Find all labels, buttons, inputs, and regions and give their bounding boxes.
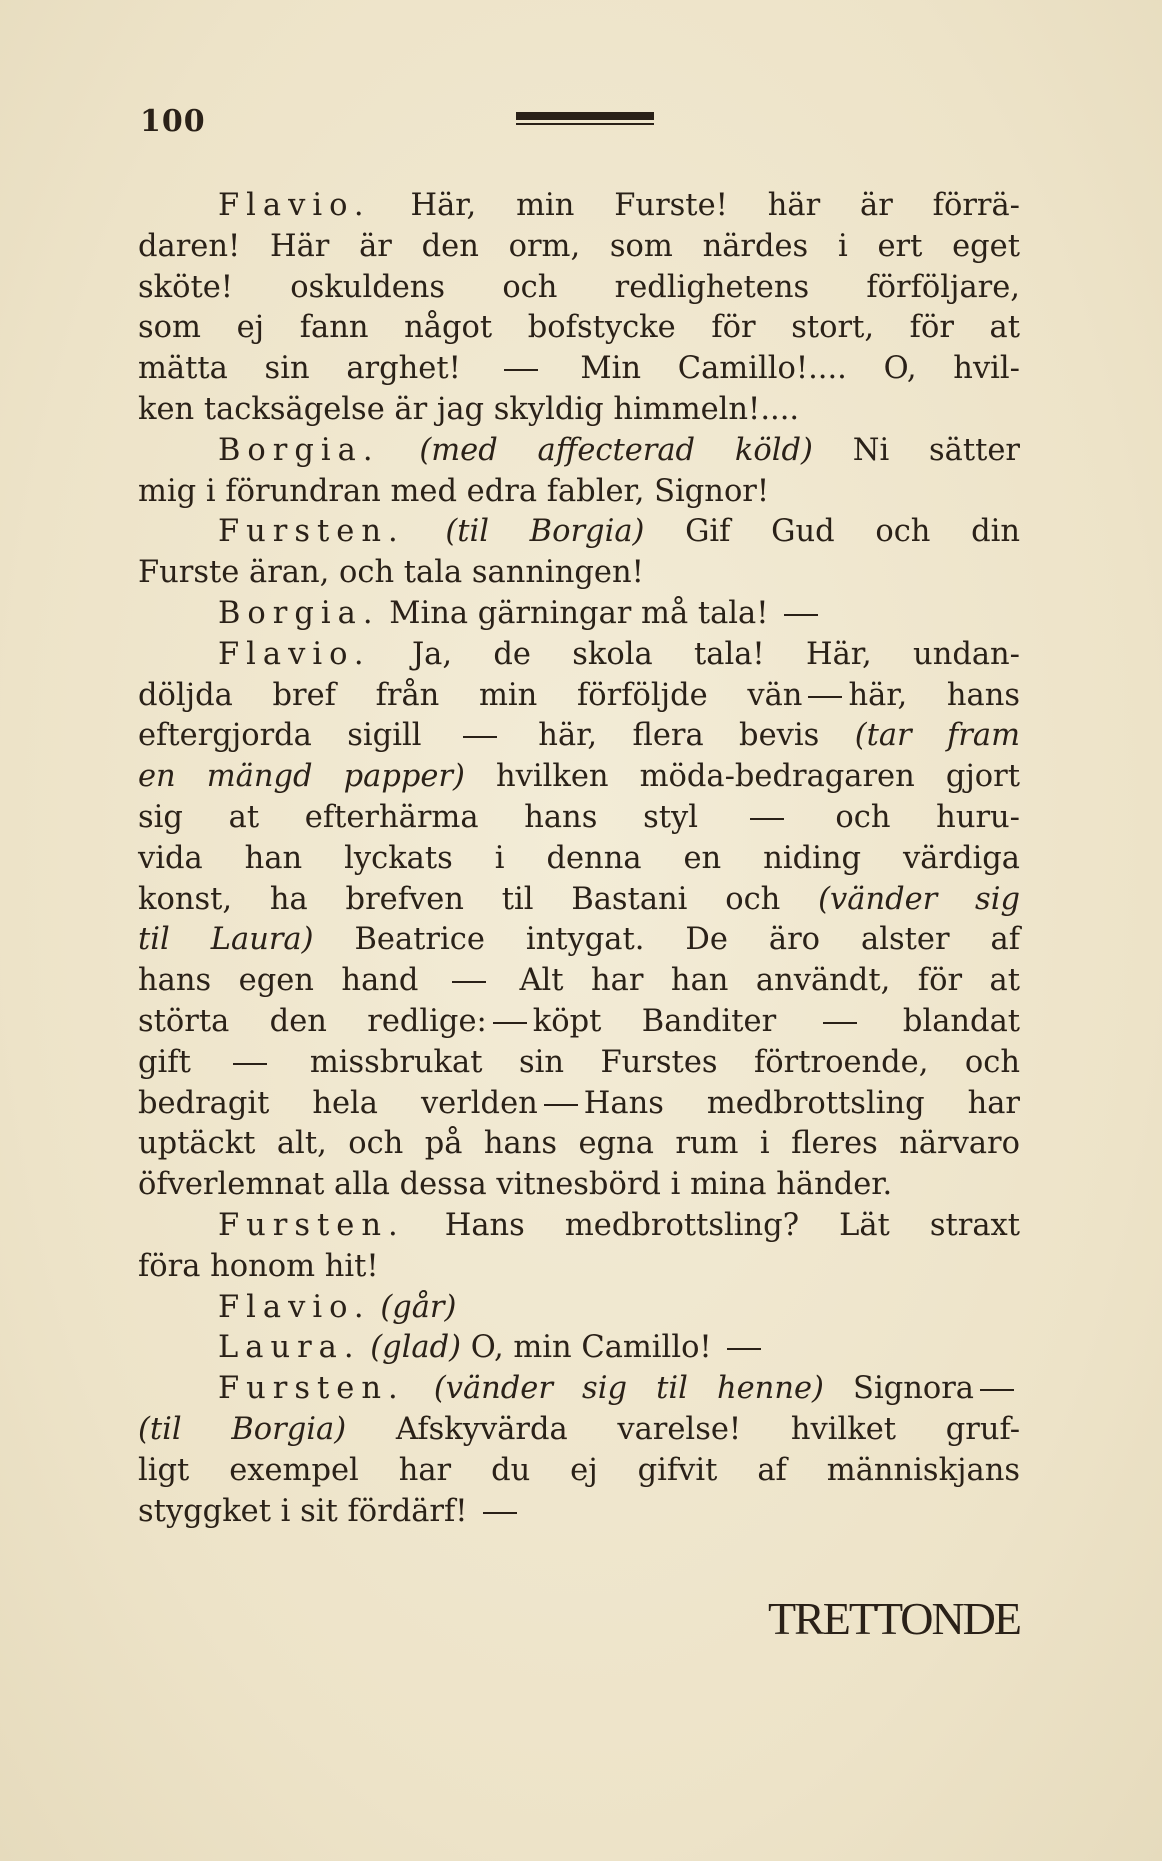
dialogue-text: köpt Banditer — [532, 1003, 817, 1039]
dialogue-text: här, flera bevis — [502, 718, 855, 754]
dialogue-text — [361, 1330, 371, 1365]
dialogue-text: och huru- — [789, 799, 1020, 835]
speaker-name: Flavio. — [218, 188, 371, 223]
dialogue-text: Gif Gud och din — [644, 514, 1021, 550]
dialogue-text: bedragit hela verlden — [138, 1085, 538, 1121]
text-line — [138, 676, 1020, 717]
text-line — [138, 798, 1020, 839]
speaker-name: Fursten. — [218, 1371, 405, 1407]
dialogue-text: blandat — [862, 1003, 1021, 1039]
stage-direction: (til Borgia) — [445, 514, 645, 550]
stage-direction: (glad) — [370, 1330, 462, 1366]
em-dash — [784, 614, 818, 616]
em-dash — [980, 1389, 1014, 1391]
text-line — [138, 349, 1020, 390]
dialogue-text: missbrukat sin Furstes förtroende, och — [273, 1044, 1020, 1080]
stage-direction: (med affecterad köld) — [419, 432, 813, 468]
text-line — [138, 716, 1020, 757]
text-line — [138, 920, 1020, 961]
speaker-name: Laura. — [218, 1330, 361, 1366]
text-line — [138, 1084, 1020, 1125]
text-line — [138, 961, 1020, 1002]
dialogue-text — [380, 433, 420, 468]
dialogue-text: hvilken möda-bedragaren gjort — [464, 759, 1021, 795]
text-line — [138, 1165, 1020, 1206]
header-rule — [516, 112, 654, 126]
dialogue-text: döljda bref från min förföljde vän — [138, 677, 803, 713]
text-line — [138, 1002, 1020, 1043]
text-line — [138, 268, 1020, 309]
em-dash — [233, 1063, 267, 1065]
text-line — [138, 553, 1020, 594]
em-dash — [808, 696, 842, 698]
text-line — [138, 1410, 1020, 1451]
speaker-name: Flavio. — [218, 636, 371, 672]
text-line — [138, 839, 1020, 880]
dialogue-text — [371, 1290, 381, 1325]
speaker-name: Flavio. — [218, 1289, 371, 1325]
text-line — [138, 186, 1020, 227]
speaker-name: Fursten. — [218, 514, 405, 550]
dialogue-text: styggket i sit fördärf! — [138, 1493, 478, 1529]
dialogue-text: störta den redlige: — [138, 1003, 487, 1039]
dialogue-text: Signora — [823, 1371, 974, 1407]
catchword: TRETTONDE — [767, 1593, 1020, 1644]
em-dash — [544, 1104, 578, 1106]
text-line — [138, 757, 1020, 798]
stage-direction: (til Borgia) — [138, 1411, 347, 1447]
dialogue-text: här, hans — [848, 677, 1020, 713]
em-dash — [452, 981, 486, 983]
dialogue-text: Afskyvärda varelse! hvilket gruf- — [346, 1411, 1021, 1447]
dialogue-text: Hans medbrottsling? Lät straxt — [404, 1207, 1020, 1243]
text-line — [138, 1206, 1020, 1247]
dialogue-text: ken tacksägelse är jag skyldig himmeln!.... — [138, 391, 800, 427]
text-line — [138, 1043, 1020, 1084]
dialogue-text — [405, 1371, 434, 1406]
em-dash — [750, 818, 784, 820]
stage-direction: (går) — [380, 1289, 457, 1325]
text-line — [138, 1328, 1020, 1369]
dialogue-text: hans egen hand — [138, 963, 446, 999]
dialogue-text: Furste äran, och tala sanningen! — [138, 555, 644, 591]
dialogue-text: O, min Camillo! — [461, 1330, 722, 1366]
dialogue-text: Min Camillo!.... O, hvil- — [543, 351, 1020, 387]
dialogue-text: daren! Här är den orm, som närdes i ert eget — [138, 228, 1020, 264]
text-line — [138, 390, 1020, 431]
stage-direction: (vänder sig til henne) — [433, 1371, 824, 1407]
dialogue-text: vida han lyckats i denna en niding värdiga — [138, 840, 1020, 876]
page-number: 100 — [140, 104, 206, 139]
text-line — [138, 1288, 1020, 1329]
dialogue-text — [405, 514, 446, 549]
text-line — [138, 1451, 1020, 1492]
text-line — [138, 880, 1020, 921]
em-dash — [504, 369, 538, 371]
stage-direction: (tar fram — [854, 718, 1020, 754]
stage-direction: (vänder sig — [818, 881, 1020, 917]
text-line — [138, 1124, 1020, 1165]
dialogue-text: föra honom hit! — [138, 1248, 379, 1284]
stage-direction: en mängd papper) — [138, 759, 465, 795]
text-line — [138, 1369, 1020, 1410]
em-dash — [463, 736, 497, 738]
dialogue-text: mig i förundran med edra fabler, Signor! — [138, 473, 770, 509]
text-line — [138, 472, 1020, 513]
em-dash — [483, 1512, 517, 1514]
dialogue-text: Här, min Furste! här är förrä- — [370, 188, 1020, 223]
dialogue-text: sköte! oskuldens och redlighetens förföljare, — [138, 269, 1020, 305]
dialogue-text: Mina gärningar må tala! — [379, 595, 779, 631]
dialogue-text: Beatrice intygat. De äro alster af — [313, 922, 1020, 958]
stage-direction: til Laura) — [138, 922, 314, 958]
em-dash — [823, 1022, 857, 1024]
text-line — [138, 635, 1020, 676]
text-line — [138, 227, 1020, 268]
text-line — [138, 512, 1020, 553]
dialogue-text: konst, ha brefven til Bastani och — [138, 881, 819, 917]
text-line — [138, 594, 1020, 635]
dialogue-text: Alt har han användt, för at — [491, 963, 1020, 999]
text-line — [138, 1247, 1020, 1288]
dialogue-text: eftergjorda sigill — [138, 718, 457, 754]
dialogue-text: Ja, de skola tala! Här, undan- — [370, 636, 1020, 672]
speaker-name: Borgia. — [218, 595, 380, 631]
text-line — [138, 308, 1020, 349]
dialogue-text: Ni sätter — [812, 432, 1021, 468]
dialogue-text: gift — [138, 1044, 228, 1080]
speaker-name: Fursten. — [218, 1207, 405, 1243]
dialogue-text: uptäckt alt, och på hans egna rum i fleres närvaro — [138, 1126, 1020, 1162]
dialogue-text: Hans medbrottsling har — [583, 1085, 1020, 1121]
dialogue-text: mätta sin arghet! — [138, 351, 498, 387]
play-text — [138, 186, 1020, 1532]
dialogue-text: som ej fann något bofstycke för stort, för at — [138, 310, 1020, 346]
text-line — [138, 431, 1020, 472]
speaker-name: Borgia. — [218, 432, 380, 468]
dialogue-text: öfverlemnat alla dessa vitnesbörd i mina händer. — [138, 1167, 893, 1203]
em-dash — [493, 1022, 527, 1024]
dialogue-text: ligt exempel har du ej gifvit af människjans — [138, 1452, 1020, 1488]
em-dash — [727, 1348, 761, 1350]
text-line — [138, 1492, 1020, 1533]
dialogue-text: sig at efterhärma hans styl — [138, 799, 744, 835]
